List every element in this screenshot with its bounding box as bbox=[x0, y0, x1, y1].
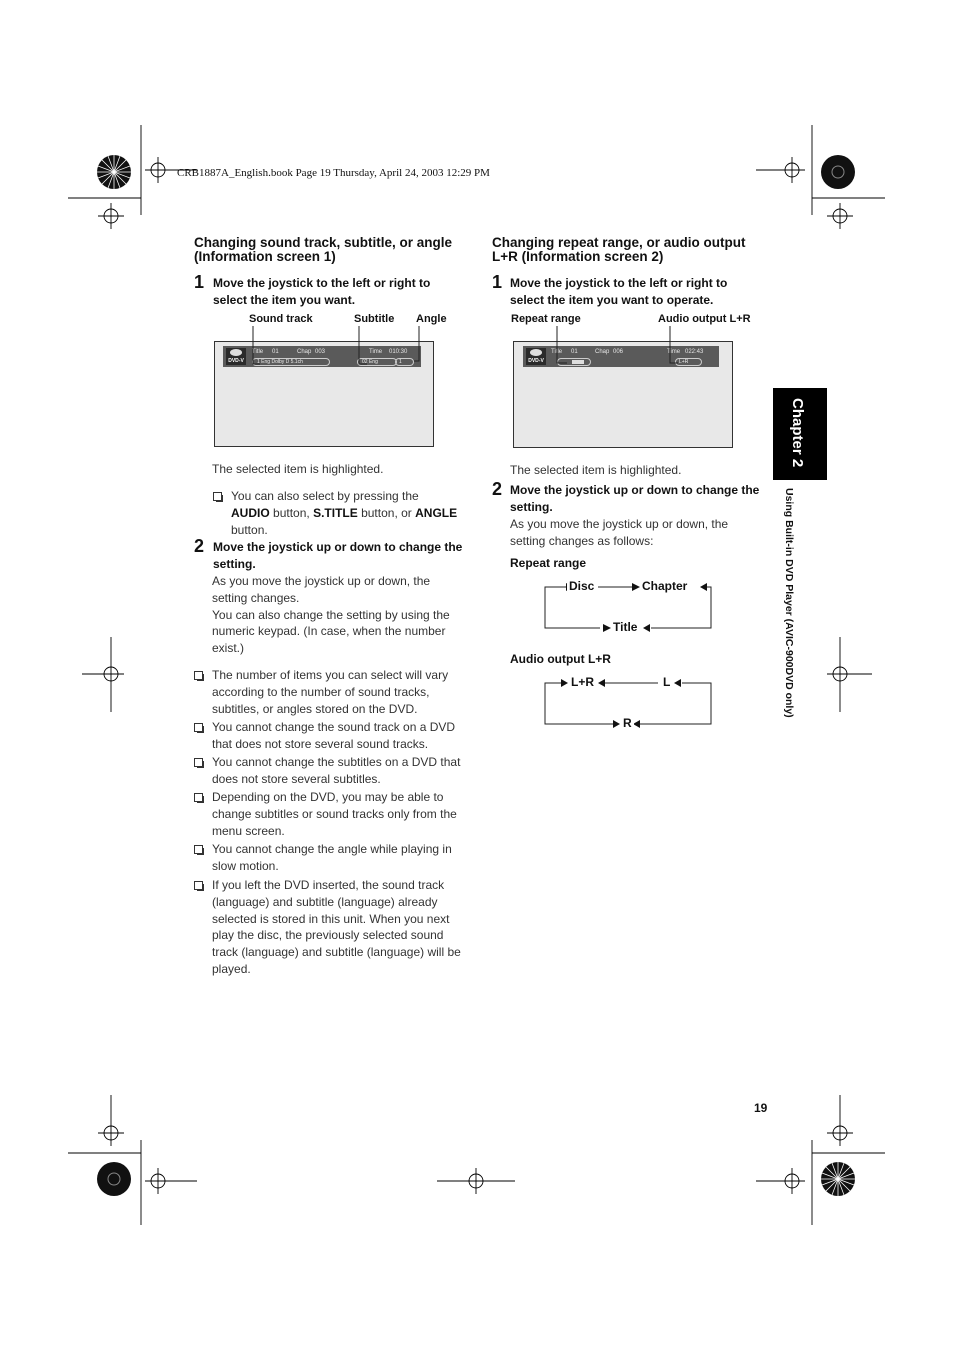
step-number: 1 bbox=[492, 272, 503, 292]
time-label: Time bbox=[667, 349, 681, 355]
time-value: 022:43 bbox=[685, 349, 704, 355]
section-heading-left: Changing sound track, subtitle, or angle (Information screen 1) bbox=[194, 235, 453, 264]
time-label: Time bbox=[369, 349, 383, 355]
repeat-node-chapter: Chapter bbox=[642, 579, 688, 593]
angle-chip[interactable]: 1 bbox=[395, 358, 414, 366]
time-value: 010:30 bbox=[389, 349, 408, 355]
note-text: button, bbox=[273, 505, 310, 520]
audio-node-r: R bbox=[623, 716, 632, 730]
note-text: You can also select by pressing the bbox=[231, 489, 419, 503]
repeat-range-heading: Repeat range bbox=[510, 556, 587, 570]
step-text: Move the joystick up or down to change the setting. bbox=[510, 483, 760, 514]
chapter-tab bbox=[773, 388, 827, 480]
angle-button-name: ANGLE bbox=[415, 505, 458, 520]
chap-label: Chap bbox=[595, 349, 610, 355]
step-body: As you move the joystick up or down, the setting changes. You can also change the setting by using the numeric keypad. (In case, when the number exist.) bbox=[212, 574, 450, 656]
step-text: Move the joystick to the left or right to select the item you want to operate. bbox=[510, 276, 728, 307]
audio-output-heading: Audio output L+R bbox=[510, 652, 611, 666]
chapter-caption: Using Built-in DVD Player (AVIC-900DVD only) bbox=[783, 488, 795, 718]
bullet-item: Depending on the DVD, you may be able to change subtitles or sound tracks only from the menu screen. bbox=[212, 790, 457, 838]
title-value: 01 bbox=[571, 349, 578, 355]
arrow-left-icon bbox=[633, 720, 640, 728]
note-text: button, or bbox=[361, 505, 412, 520]
title-label: Title bbox=[551, 349, 563, 355]
arrow-left-icon bbox=[598, 679, 605, 687]
highlight-note: The selected item is highlighted. bbox=[510, 463, 682, 477]
dvd-v-badge: DVD-V bbox=[528, 358, 544, 364]
subtitle-chip[interactable]: 02 Eng bbox=[357, 358, 397, 366]
step-text: Move the joystick to the left or right to select the item you want. bbox=[213, 276, 431, 307]
bullet-item: You cannot change the subtitles on a DVD that does not store several subtitles. bbox=[212, 755, 461, 786]
sound-track-chip[interactable]: 1 Eng Dolby D 5.1ch bbox=[252, 358, 330, 366]
step-number: 1 bbox=[194, 272, 205, 292]
section-heading-right: Changing repeat range, or audio output L+R (Information screen 2) bbox=[492, 235, 746, 264]
bullet-item: You cannot change the sound track on a DVD that does not store several sound tracks. bbox=[212, 720, 456, 751]
audio-node-l: L bbox=[663, 675, 671, 689]
step-body: As you move the joystick up or down, the setting changes as follows: bbox=[510, 517, 729, 548]
chapter-label: Chapter 2 bbox=[789, 398, 806, 468]
chap-value: 003 bbox=[315, 349, 326, 355]
repeat-node-disc: Disc bbox=[569, 579, 595, 593]
figure-label-subtitle: Subtitle bbox=[354, 313, 395, 325]
step-number: 2 bbox=[492, 479, 503, 499]
stitle-button-name: S.TITLE bbox=[313, 505, 358, 520]
bullet-item: If you left the DVD inserted, the sound track (language) and subtitle (language) already selected is stored in this unit. When you next play the disc, the previously selected sound track (language) and subtitle (language) will be played. bbox=[212, 878, 461, 976]
audio-button-name: AUDIO bbox=[231, 505, 270, 520]
bullet-item: You cannot change the angle while playing in slow motion. bbox=[212, 842, 452, 873]
figure-label-angle: Angle bbox=[416, 313, 447, 325]
audio-node-lr: L+R bbox=[571, 675, 595, 689]
title-value: 01 bbox=[272, 349, 279, 355]
page-number: 19 bbox=[754, 1101, 768, 1115]
repeat-node-title: Title bbox=[613, 620, 638, 634]
figure-label-audio-output: Audio output L+R bbox=[658, 313, 751, 325]
title-label: Title bbox=[252, 349, 264, 355]
highlight-note: The selected item is highlighted. bbox=[212, 462, 384, 476]
note-text: button. bbox=[231, 522, 268, 537]
step-number: 2 bbox=[194, 536, 205, 556]
figure-label-sound-track: Sound track bbox=[249, 313, 313, 325]
step-text: Move the joystick up or down to change the setting. bbox=[213, 540, 463, 571]
arrow-right-icon bbox=[561, 679, 568, 687]
arrow-left-icon bbox=[674, 679, 681, 687]
arrow-right-icon bbox=[613, 720, 620, 728]
audio-output-chip[interactable]: L+R bbox=[675, 358, 702, 366]
figure-label-repeat-range: Repeat range bbox=[511, 313, 581, 325]
bullet-item: The number of items you can select will vary according to the number of sound tracks, subtitles, or angles stored on the DVD. bbox=[212, 668, 449, 716]
print-file-header: CRB1887A_English.book Page 19 Thursday, April 24, 2003 12:29 PM bbox=[177, 167, 490, 179]
chap-label: Chap bbox=[297, 349, 312, 355]
dvd-v-badge: DVD-V bbox=[228, 358, 244, 364]
chap-value: 006 bbox=[613, 349, 624, 355]
